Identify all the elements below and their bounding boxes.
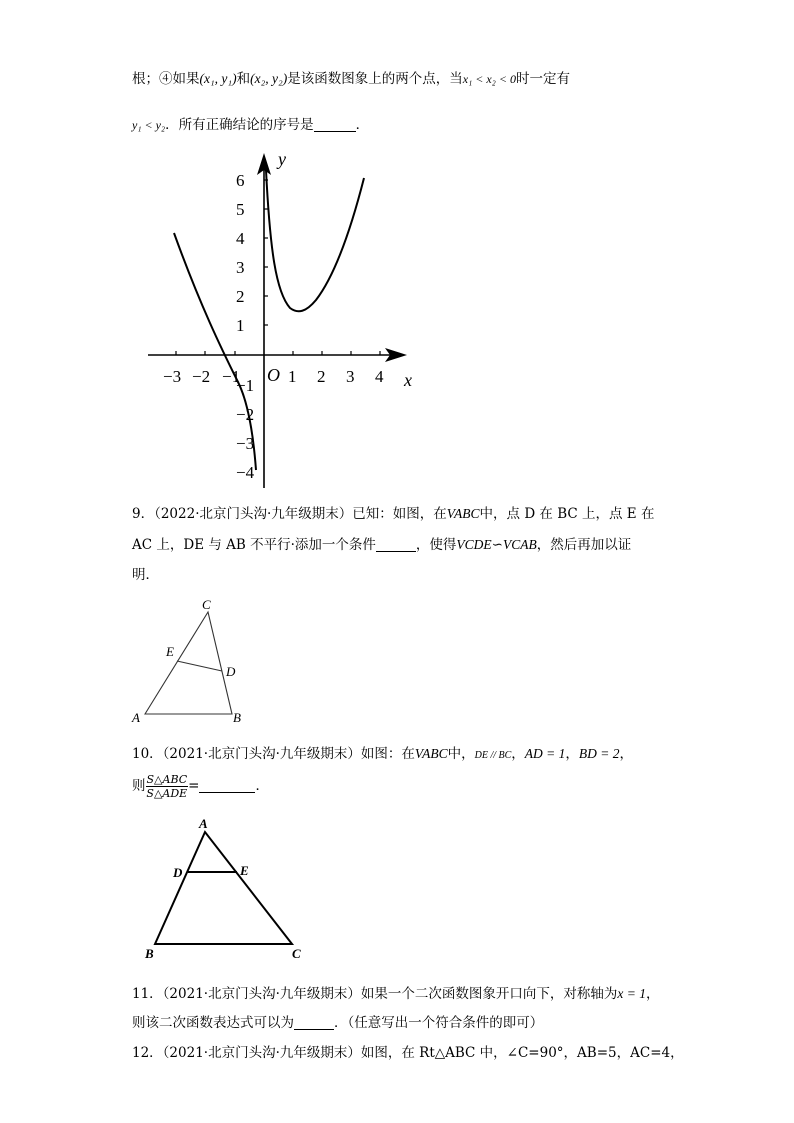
q8-point-1: (x₁, y₁) xyxy=(199,71,237,86)
q9-line-1 xyxy=(132,505,654,523)
svg-text:−4: −4 xyxy=(236,463,255,482)
q9-similarity: VCDE∽VCAB xyxy=(456,537,537,552)
q9-label-a: A xyxy=(132,710,140,725)
svg-text:−2: −2 xyxy=(192,367,211,386)
svg-text:1: 1 xyxy=(288,367,297,386)
q10-fraction xyxy=(146,773,189,800)
q8-answer-blank[interactable] xyxy=(314,117,356,132)
q9-line2c: ，然后再加以证 xyxy=(536,537,632,553)
y-axis-label: y xyxy=(278,149,286,169)
q10-prefix: 10．（2021·北京门头沟·九年级期末）如图：在 xyxy=(132,746,415,762)
y-tick-labels xyxy=(236,171,255,482)
q10-cond-ad: AD = 1 xyxy=(524,746,566,761)
x-axis-label: x xyxy=(404,370,412,390)
q10-answer-blank[interactable] xyxy=(199,778,255,793)
svg-text:3: 3 xyxy=(236,258,245,277)
q8-and: 和 xyxy=(236,71,251,87)
svg-text:5: 5 xyxy=(236,200,245,219)
q10-label-e: E xyxy=(240,863,249,878)
curve-right-branch xyxy=(266,170,364,311)
q9-label-d: D xyxy=(226,664,236,679)
q11-answer-blank[interactable] xyxy=(294,1015,334,1030)
q10-frac-den: S△ADE xyxy=(146,787,188,800)
q9-line3: 明． xyxy=(132,567,159,583)
q10-label-a: A xyxy=(199,816,208,831)
q10-frac-num: S△ABC xyxy=(146,773,188,786)
q9-mid: 中，点 D 在 BC 上，点 E 在 xyxy=(479,506,655,522)
q9-label-b: B xyxy=(233,710,241,725)
q8-text-d: ．所有正确结论的序号是 xyxy=(165,117,314,133)
q9-label-e: E xyxy=(166,644,174,659)
q10-label-c: C xyxy=(292,946,301,961)
q11-line1: 11．（2021·北京门头沟·九年级期末）如果一个二次函数图象开口向下，对称轴为 xyxy=(132,986,618,1002)
svg-text:2: 2 xyxy=(317,367,326,386)
svg-text:2: 2 xyxy=(236,287,245,306)
svg-text:3: 3 xyxy=(346,367,355,386)
q9-segment-de xyxy=(177,661,222,671)
svg-text:6: 6 xyxy=(236,171,245,190)
q12-line-1 xyxy=(132,1044,684,1062)
q8-line-1 xyxy=(132,70,570,88)
svg-text:−3: −3 xyxy=(236,434,255,453)
q8-end: ． xyxy=(355,117,370,133)
q9-prefix: 9．（2022·北京门头沟·九年级期末）已知：如图，在 xyxy=(132,506,447,522)
q9-line2: AC 上，DE 与 AB 不平行·添加一个条件 xyxy=(132,537,376,553)
q9-triangle: VABC xyxy=(446,506,480,521)
q10-ze: 则 xyxy=(132,778,146,794)
q8-text-a: 根；④如果 xyxy=(132,71,200,87)
q11-axis: x = 1 xyxy=(617,986,646,1001)
q11-line2b: ．（任意写出一个符合条件的即可） xyxy=(334,1015,544,1031)
svg-text:4: 4 xyxy=(375,367,384,386)
origin-label: O xyxy=(267,365,280,385)
q10-cond-parallel: DE // BC xyxy=(474,750,512,761)
q10-triangle-abc xyxy=(155,832,292,944)
q8-text-c: 时一定有 xyxy=(515,71,570,87)
tick-marks xyxy=(176,180,380,355)
q12-line1: 12．（2021·北京门头沟·九年级期末）如图，在 Rt△ABC 中，∠C=90°，AB=5，AC=4， xyxy=(132,1045,684,1061)
svg-text:−3: −3 xyxy=(163,367,182,386)
q9-line2b: ，使得 xyxy=(415,537,457,553)
q10-label-b: B xyxy=(145,946,154,961)
q8-text-b: 是该函数图象上的两个点，当 xyxy=(287,71,463,87)
q9-label-c: C xyxy=(202,597,211,612)
svg-text:−2: −2 xyxy=(236,405,255,424)
q10-mid: 中， xyxy=(447,746,475,762)
function-graph xyxy=(140,145,420,490)
q10-cond-bd: BD = 2 xyxy=(578,746,620,761)
q11-line-1: 11．（2021·北京门头沟·九年级期末）如果一个二次函数图象开口向下，对称轴为x = 1， xyxy=(132,986,660,1002)
q9-line-3 xyxy=(132,566,159,584)
q9-triangle-figure xyxy=(128,596,253,726)
q11-line-2 xyxy=(132,1014,543,1032)
q8-line-2 xyxy=(132,116,369,134)
q10-label-d: D xyxy=(173,865,183,880)
svg-text:−1: −1 xyxy=(236,376,255,395)
q8-condition: x₁ < x₂ < 0 xyxy=(462,72,516,86)
q10-line-2 xyxy=(132,773,269,800)
q10-end: ． xyxy=(255,778,269,794)
q8-condition-2: y₁ < y₂ xyxy=(132,118,166,132)
svg-text:1: 1 xyxy=(236,316,245,335)
q10-line-1: 10．（2021·北京门头沟·九年级期末）如图：在VABC中，DE // BC，AD = 1，BD = 2， xyxy=(132,746,634,762)
q10-eq: = xyxy=(188,778,200,794)
q10-triangle: VABC xyxy=(414,746,448,761)
q8-point-2: (x₂, y₂) xyxy=(250,71,288,86)
svg-text:−1: −1 xyxy=(222,367,241,386)
q9-answer-blank[interactable] xyxy=(376,537,416,552)
q10-triangle-figure xyxy=(140,812,310,962)
svg-text:4: 4 xyxy=(236,229,245,248)
q9-line-2 xyxy=(132,536,631,554)
q11-line2: 则该二次函数表达式可以为 xyxy=(132,1015,294,1031)
